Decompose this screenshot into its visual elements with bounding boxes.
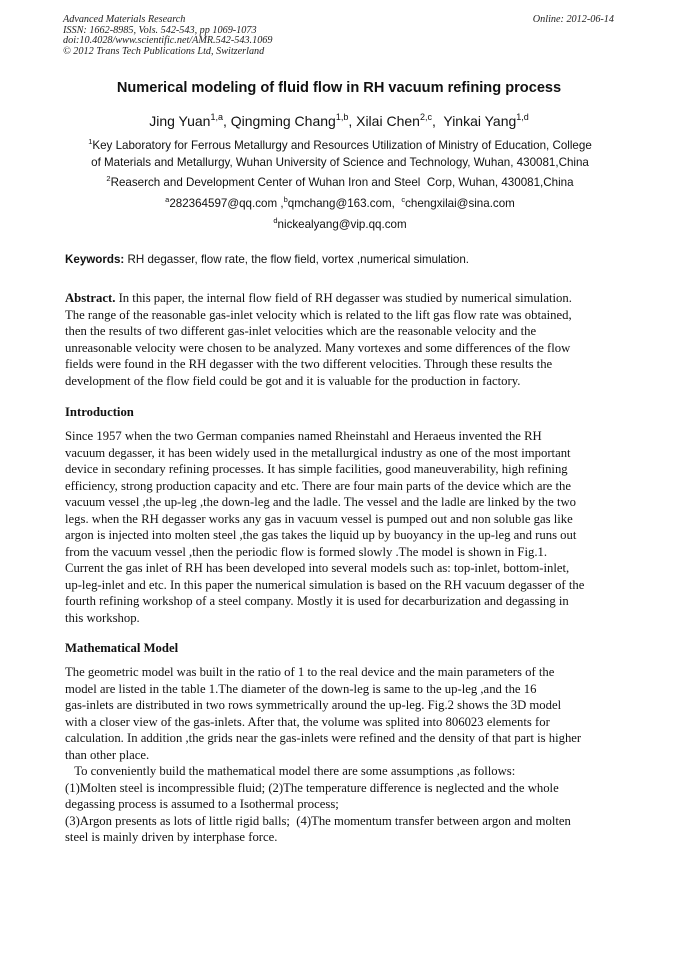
- abstract-line: In this paper, the internal flow field of RH degasser was studied by numerical simulation.: [115, 291, 572, 305]
- email-sup: b: [283, 195, 288, 204]
- model-line: (1)Molten steel is incompressible fluid; (2)The temperature difference is neglected and the whole: [65, 780, 559, 795]
- intro-line: legs. when the RH degasser works any gas in vacuum vessel is pumped out and non soluble gas like: [65, 511, 573, 526]
- model-line: gas-inlets are distributed in two rows symmetrically around the up-leg. Fig.2 shows the 3D model: [65, 698, 562, 712]
- author-sup: 1,d: [516, 112, 529, 122]
- keywords: [65, 253, 615, 266]
- intro-line: Current the gas inlet of RH has been developed into several models such as: top-inlet, bottom-inlet,: [65, 561, 570, 575]
- email-sup: a: [165, 195, 170, 204]
- copyright: © 2012 Trans Tech Publications Ltd, Switzerland: [63, 45, 265, 57]
- author-sup: 1,b: [335, 112, 349, 122]
- author-name: Qingming Chang: [230, 113, 336, 129]
- model-body: [65, 664, 615, 846]
- abstract-label: Abstract.: [65, 291, 116, 305]
- author-name: Yinkai Yang: [443, 113, 517, 129]
- email-address: 282364597@qq.com ,: [169, 197, 284, 210]
- journal-header: [63, 15, 272, 57]
- intro-line: device in secondary refining processes. It has simple facilities, good maneuverability, high refining: [65, 462, 568, 476]
- aff-text: Reaserch and Development Center of Wuhan Iron and Steel Corp, Wuhan, 430081,China: [110, 176, 574, 189]
- affiliation-2: [60, 174, 620, 191]
- journal-name: Advanced Materials Research: [63, 14, 186, 25]
- abstract-line: development of the flow field could be got and it is valuable for the production in factory.: [65, 373, 521, 388]
- model-line: The geometric model was built in the ratio of 1 to the real device and the main parameters of the: [65, 665, 555, 679]
- paper-title: Numerical modeling of fluid flow in RH vacuum refining process: [116, 80, 562, 96]
- model-line: with a closer view of the gas-inlets. After that, the volume was splited into 806023 elements for: [65, 714, 550, 729]
- intro-line: this workshop.: [65, 610, 140, 625]
- section-heading-introduction: Introduction: [65, 405, 134, 419]
- introduction-body: [65, 428, 615, 626]
- abstract-line: The range of the reasonable gas-inlet velocity which is related to the lift gas flow rate was obtained,: [65, 307, 572, 322]
- keywords-text: RH degasser, flow rate, the flow field, vortex ,numerical simulation.: [124, 253, 470, 266]
- online-date: Online: 2012-06-14: [532, 14, 614, 25]
- author-name: Jing Yuan: [149, 113, 211, 129]
- intro-line: from the vacuum vessel ,then the periodic flow is formed slowly .The model is shown in Fig.1.: [65, 544, 548, 559]
- aff-sup: 1: [88, 137, 93, 146]
- author-sep: ,: [222, 113, 231, 129]
- intro-line: Since 1957 when the two German companies named Rheinstahl and Heraeus invented the RH: [65, 429, 542, 443]
- intro-line: up-leg-inlet and etc. In this paper the numerical simulation is based on the RH vacuum degasser of the: [65, 577, 585, 592]
- model-line: To conveniently build the mathematical model there are some assumptions ,as follows:: [65, 764, 516, 778]
- keywords-label: Keywords:: [65, 253, 125, 266]
- author-list: [0, 113, 678, 129]
- model-line: than other place.: [65, 747, 150, 762]
- abstract-line: unreasonable velocity were chosen to be analyzed. Many vortexes and some differences of the flow: [65, 340, 571, 355]
- model-line: steel is mainly driven by interphase force.: [65, 830, 278, 844]
- doi: doi:10.4028/www.scientific.net/AMR.542-543.1069: [63, 35, 273, 47]
- author-sup: 1,a: [210, 112, 223, 122]
- author-sup: 2,c: [419, 112, 432, 122]
- affiliation-1: [60, 137, 620, 171]
- model-line: (3)Argon presents as lots of little rigid balls; (4)The momentum transfer between argon and molten: [65, 813, 571, 828]
- author-sep: ,: [348, 113, 357, 129]
- abstract: [65, 290, 615, 389]
- aff-text: of Materials and Metallurgy, Wuhan University of Science and Technology, Wuhan, 430081,China: [91, 156, 589, 169]
- intro-line: fourth refining workshop of a steel company. Mostly it is used for decarburization and degassing in: [65, 594, 569, 608]
- email-address: qmchang@163.com,: [287, 197, 402, 210]
- aff-text: Key Laboratory for Ferrous Metallurgy and Resources Utilization of Ministry of Education, College: [92, 139, 592, 152]
- issn: ISSN: 1662-8985, Vols. 542-543, pp 1069-1073: [63, 24, 257, 36]
- model-line: model are listed in the table 1.The diameter of the down-leg is same to the up-leg ,and the 16: [65, 681, 537, 696]
- email-sup: d: [273, 216, 278, 225]
- email-line-1: [60, 195, 620, 212]
- email-line-2: [60, 216, 620, 233]
- aff-sup: 2: [106, 174, 111, 183]
- author-sep: ,: [431, 113, 444, 129]
- author-name: Xilai Chen: [356, 113, 420, 129]
- intro-line: vacuum degasser, it has been widely used in the metallurgical industry as one of the most important: [65, 445, 571, 460]
- abstract-line: then the results of two different gas-inlet velocities which are the reasonable velocity and the: [65, 324, 537, 338]
- email-address: chengxilai@sina.com: [405, 197, 515, 210]
- email-sup: c: [401, 195, 406, 204]
- intro-line: efficiency, strong production capacity and etc. There are four main parts of the device which are the: [65, 478, 571, 493]
- model-line: calculation. In addition ,the grids near the gas-inlets were refined and the density of that part is higher: [65, 731, 582, 745]
- intro-line: argon is injected into molten steel ,the gas takes the liquid up by buoyancy in the up-leg and runs out: [65, 528, 577, 542]
- email-address: nickealyang@vip.qq.com: [277, 218, 407, 231]
- intro-line: vacuum vessel ,the up-leg ,the down-leg and the ladle. The vessel and the ladle are linked by the two: [65, 495, 576, 509]
- abstract-line: fields were found in the RH degasser with the two different velocities. Through these results the: [65, 357, 553, 371]
- model-line: degassing process is assumed to a Isothermal process;: [65, 797, 339, 811]
- section-heading-mathematical-model: Mathematical Model: [65, 641, 179, 655]
